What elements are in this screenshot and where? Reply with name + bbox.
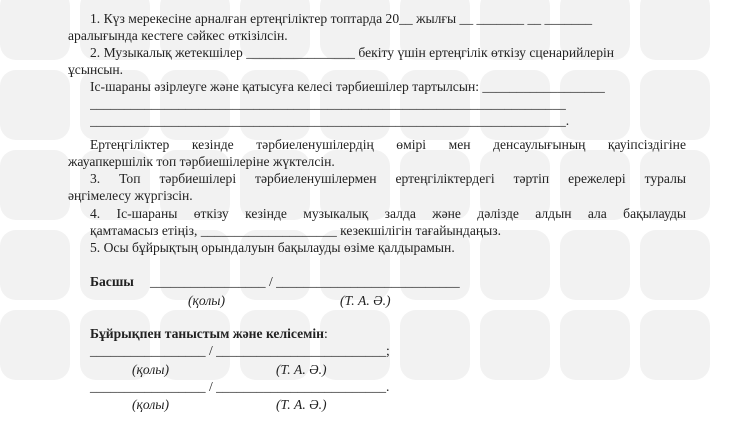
ack-row2-sign-caption: (қолы) [132,397,170,412]
head-name-caption: (Т. А. Ә.) [340,293,391,308]
blank-line-2: ______________________________________________________________________. [90,113,570,128]
item5-line1: 5. Осы бұйрықтың орындалуын бақылауды өзіме қалдырамын. [90,240,455,255]
ack-row2-name-caption: (Т. А. Ә.) [276,397,327,412]
item4-line1: 4. Іс-шараны өткізу кезінде музыкалық залда және дәлізде алдын ала бақылауды [90,206,686,221]
head-sign-caption: (қолы) [188,293,226,308]
acknowledgement-title-text: Бұйрықпен таныстым және келісемін [90,326,324,341]
item3-line1: 3. Топ тәрбиешілері тәрбиеленушілермен ертеңгіліктердегі тәртіп ережелері туралы [90,171,686,186]
blank-line-1: ______________________________________________________________________ [90,96,566,111]
acknowledgement-title-colon: : [323,326,328,341]
item2-line2: ұсынсын. [68,62,124,77]
ack-row1-sign-caption: (қолы) [132,362,170,377]
item1-line2: аралығында кестеге сәйкес өткізілсін. [68,28,288,43]
acknowledgement-title [90,325,328,342]
item3-line2: әңгімелесу жүргізсін. [68,188,193,203]
ack-row1-name-caption: (Т. А. Ә.) [276,362,327,377]
item4-line2: қамтамасыз етіңіз, ____________________ кезекшілігін тағайындаңыз. [90,223,502,238]
ack-row1-fields: _________________ / _________________________; [90,343,390,358]
ack-row2-fields: _________________ / _________________________. [90,379,390,394]
head-label: Басшы [90,274,134,289]
item2-line1: 2. Музыкалық жетекшілер ________________ бекіту үшін ертеңгілік өткізу сценарийлерін [90,45,615,60]
preparation-line: Іс-шараны әзірлеуге және қатысуға келесі тәрбиешілер тартылсын: __________________ [90,79,605,94]
responsibility-line2: жауапкершілік топ тәрбиешілеріне жүктелсін. [68,154,335,169]
responsibility-line1: Ертеңгіліктер кезінде тәрбиеленушілердің өмірі мен денсаулығының қауіпсіздігіне [90,137,686,152]
head-signature-fields: _________________ / ___________________________ [150,274,460,289]
item1-line1: 1. Күз мерекесіне арналған ертеңгіліктер топтарда 20__ жылғы __ _______ __ _______ [90,11,593,26]
